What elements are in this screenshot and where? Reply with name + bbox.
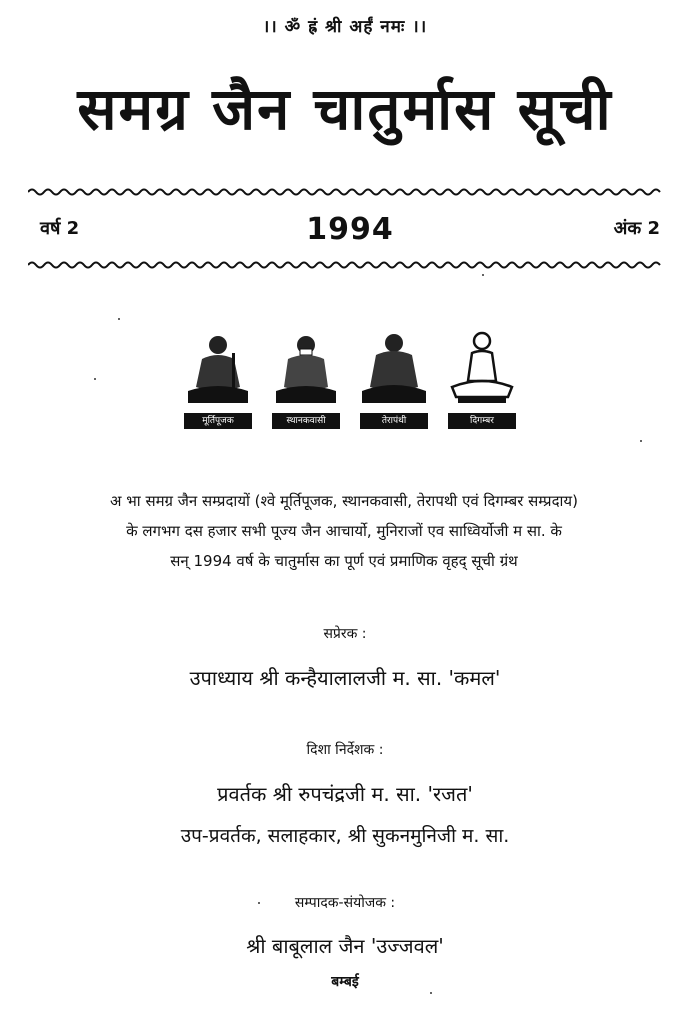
- seated-tirthankara-icon: [444, 325, 520, 411]
- figure-label: तेरापंथी: [360, 413, 428, 429]
- print-speck: [482, 274, 484, 276]
- issue-meta-row: [40, 212, 660, 252]
- print-speck: [430, 992, 432, 994]
- figure-digambar: [444, 325, 520, 429]
- wavy-divider-top: [28, 185, 662, 199]
- guidance-name-2: उप-प्रवर्तक, सलाहकार, श्री सुकनमुनिजी म. सा.: [180, 825, 510, 847]
- print-speck: [640, 440, 642, 442]
- figure-label: स्थानकवासी: [272, 413, 340, 429]
- figure-terapanthi: [356, 325, 432, 429]
- print-speck: [258, 902, 260, 904]
- figure-label: दिगम्बर: [448, 413, 516, 429]
- inspirer-name: उपाध्याय श्री कन्हैयालालजी म. सा. 'कमल': [189, 666, 501, 690]
- invocation: ।। ॐ ह्रं श्री अर्हं नमः ।।: [262, 17, 428, 37]
- description-line-1: अ भा समग्र जैन सम्प्रदायों (श्वे मूर्तिपूजक, स्थानकवासी, तेरापथी एवं दिगम्बर सम्प्रदाय): [110, 492, 578, 510]
- sect-figures: [180, 325, 520, 435]
- monk-figure-icon: [356, 325, 432, 411]
- monk-figure-icon: [268, 325, 344, 411]
- figure-sthanakvasi: [268, 325, 344, 429]
- editor-label: सम्पादक-संयोजक :: [294, 895, 396, 911]
- figure-label: मूर्तिपूजक: [184, 413, 252, 429]
- guidance-name-1: प्रवर्तक श्री रुपचंद्रजी म. सा. 'रजत': [217, 782, 473, 806]
- guidance-label: दिशा निर्देशक :: [306, 742, 384, 758]
- wavy-divider-bottom: [28, 258, 662, 272]
- monk-figure-icon: [180, 325, 256, 411]
- editor-name: श्री बाबूलाल जैन 'उज्जवल': [246, 934, 444, 958]
- issue-label: अंक 2: [613, 218, 660, 239]
- figure-murtipujak: [180, 325, 256, 429]
- year-label: 1994: [306, 212, 394, 247]
- print-speck: [94, 378, 96, 380]
- volume-label: वर्ष 2: [40, 218, 80, 239]
- publication-place: बम्बई: [331, 974, 359, 990]
- print-speck: [118, 318, 120, 320]
- description-line-3: सन् 1994 वर्ष के चातुर्मास का पूर्ण एवं प्रमाणिक वृहद् सूची ग्रंथ: [170, 552, 518, 570]
- inspirer-label: सप्रेरक :: [323, 626, 367, 642]
- description-line-2: के लगभग दस हजार सभी पूज्य जैन आचार्यो, मुनिराजों एव साध्विर्योजी म सा. के: [126, 522, 562, 540]
- page-title: समग्र जैन चातुर्मास सूची: [77, 75, 613, 143]
